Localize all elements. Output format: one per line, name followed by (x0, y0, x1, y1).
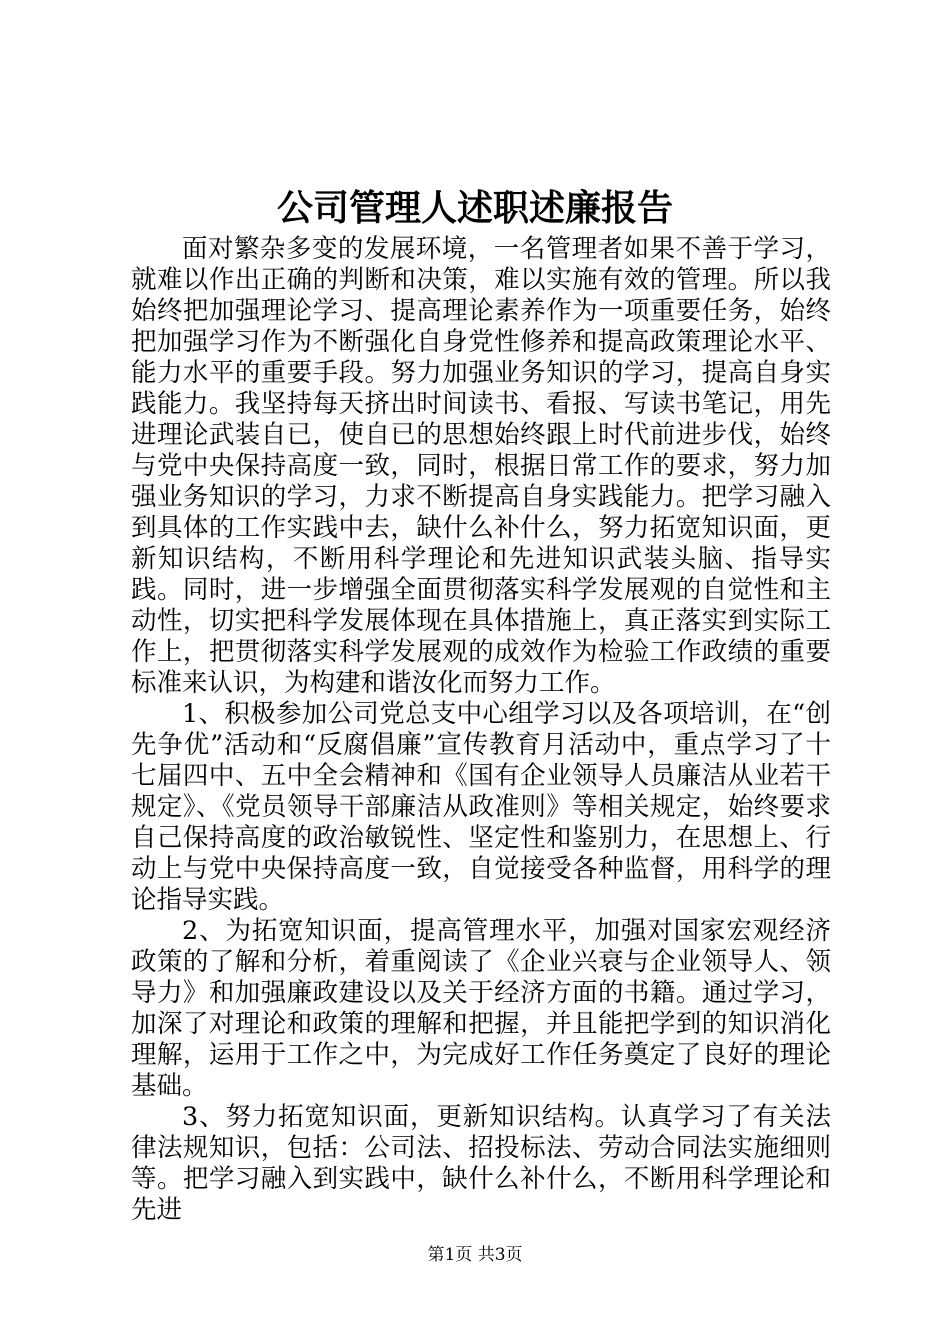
paragraph-item-3: 3、努力拓宽知识面，更新知识结构。认真学习了有关法律法规知识，包括：公司法、招投标法、劳动合同法实施细则等。把学习融入到实践中，缺什么补什么，不断用科学理论和先进 (131, 1102, 831, 1225)
paragraph-intro: 面对繁杂多变的发展环境，一名管理者如果不善于学习，就难以作出正确的判断和决策，难以实施有效的管理。所以我始终把加强理论学习、提高理论素养作为一项重要任务，始终把加强学习作为不断强化自身党性修养和提高政策理论水平、能力水平的重要手段。努力加强业务知识的学习，提高自身实践能力。我坚持每天挤出时间读书、看报、写读书笔记，用先进理论武装自已，使自已的思想始终跟上时代前进步伐，始终与党中央保持高度一致，同时，根据日常工作的要求，努力加强业务知识的学习，力求不断提高自身实践能力。把学习融入到具体的工作实践中去，缺什么补什么，努力拓宽知识面，更新知识结构，不断用科学理论和先进知识武装头脑、指导实践。同时，进一步增强全面贯彻落实科学发展观的自觉性和主动性，切实把科学发展体现在具体措施上，真正落实到实际工作上，把贯彻落实科学发展观的成效作为检验工作政绩的重要标准来认识，为构建和谐汝化而努力工作。 (131, 234, 831, 698)
page-number-footer: 第1页 共3页 (427, 1245, 523, 1265)
paragraph-item-1: 1、积极参加公司党总支中心组学习以及各项培训，在“创先争优”活动和“反腐倡廉”宣传教育月活动中，重点学习了十七届四中、五中全会精神和《国有企业领导人员廉洁从业若干规定》、《党员领导干部廉洁从政准则》等相关规定，始终要求自己保持高度的政治敏锐性、坚定性和鉴别力，在思想上、行动上与党中央保持高度一致，自觉接受各种监督，用科学的理论指导实践。 (131, 699, 831, 915)
document-body (131, 234, 831, 1226)
document-title: 公司管理人述职述廉报告 (276, 187, 673, 229)
paragraph-item-2: 2、为拓宽知识面，提高管理水平，加强对国家宏观经济政策的了解和分析，着重阅读了《企业兴衰与企业领导人、领导力》和加强廉政建设以及关于经济方面的书籍。通过学习，加深了对理论和政策的理解和把握，并且能把学到的知识消化理解，运用于工作之中，为完成好工作任务奠定了良好的理论基础。 (131, 916, 831, 1101)
